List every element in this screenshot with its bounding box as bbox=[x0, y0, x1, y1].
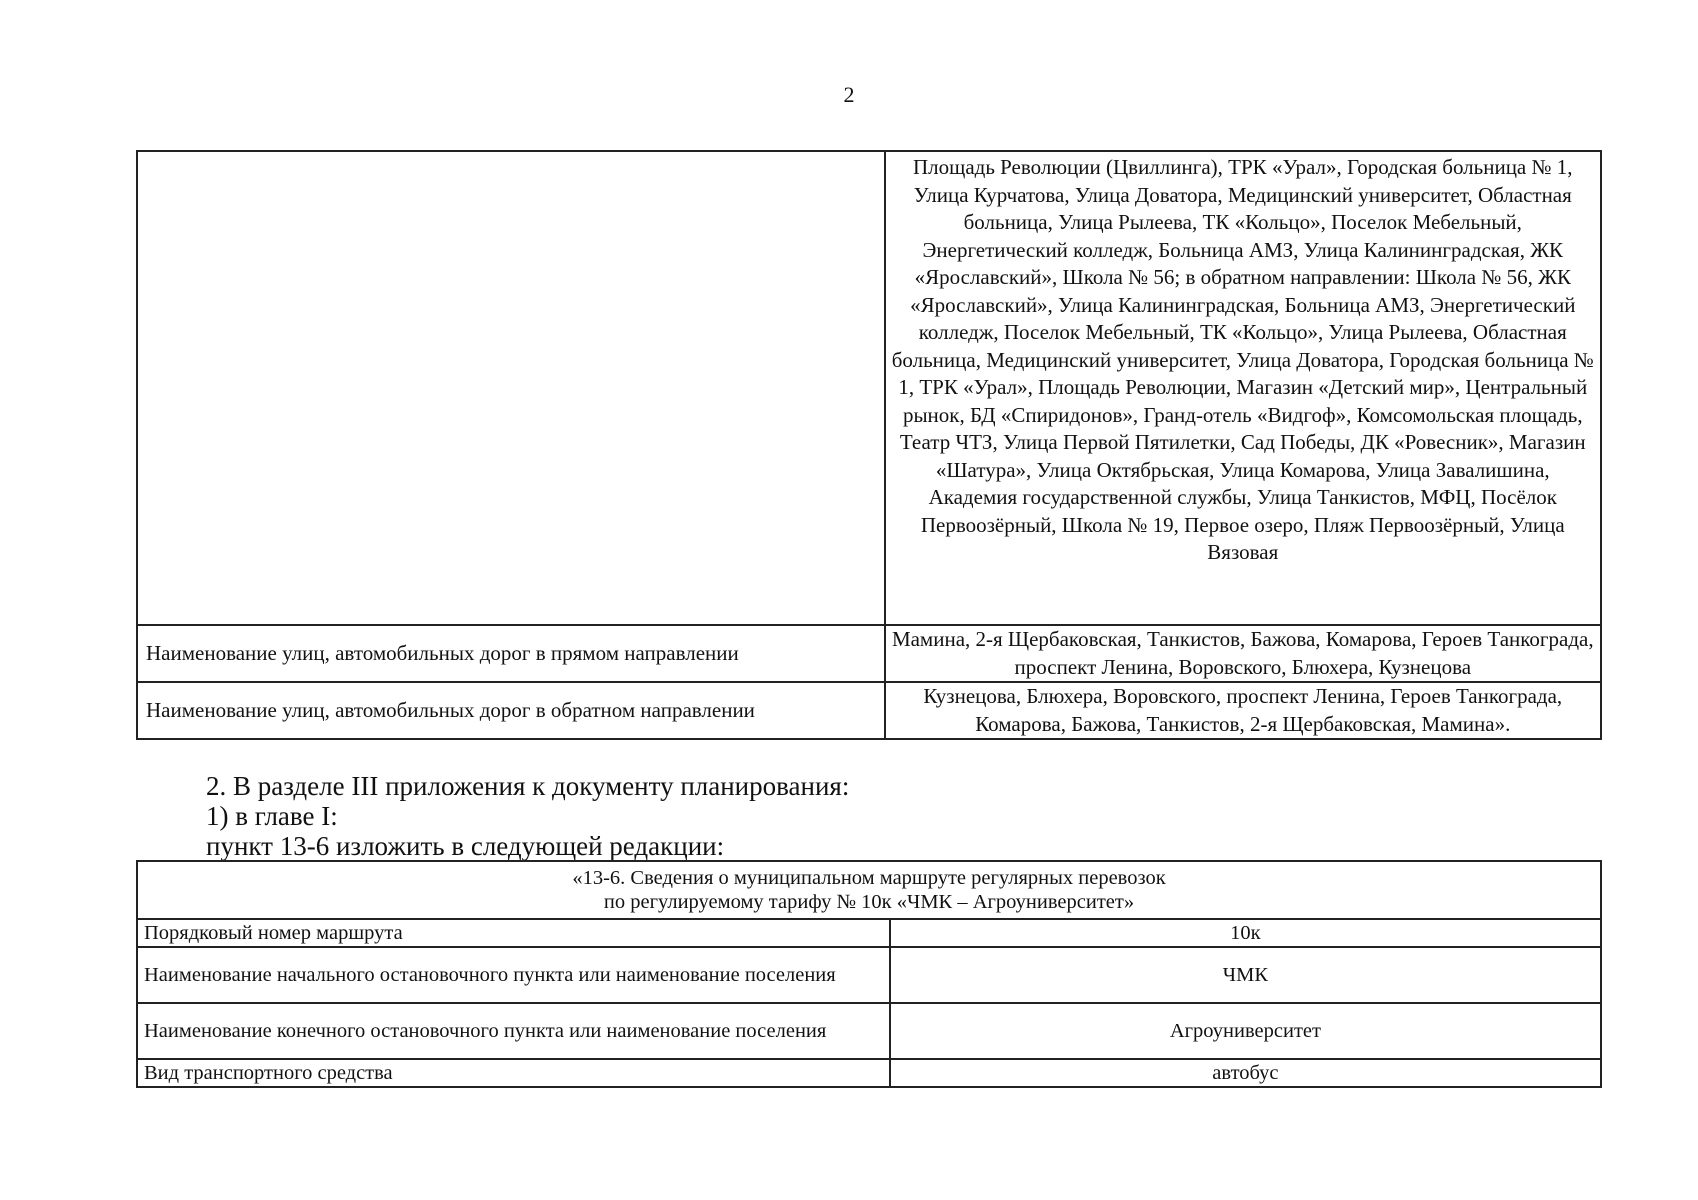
stops-list-cell: Площадь Революции (Цвиллинга), ТРК «Урал», Городская больница № 1, Улица Курчатова, Улица Доватора, Медицинский университет, Областная больница, Улица Рылеева, ТК «Кольцо», Поселок Мебельный, Энергетический колледж, Больница АМЗ, Улица Калининградская, ЖК «Ярославский», Школа № 56; в обратном направлении: Школа № 56, ЖК «Ярославский», Улица Калининградская, Больница АМЗ, Энергетический колледж, Поселок Мебельный, ТК «Кольцо», Улица Рылеева, Областная больница, Медицинский университет, Улица Доватора, Городская больница № 1, ТРК «Урал», Площадь Революции, Магазин «Детский мир», Центральный рынок, БД «Спиридонов», Гранд-отель «Видгоф», Комсомольская площадь, Театр ЧТЗ, Улица Первой Пятилетки, Сад Победы, ДК «Ровесник», Магазин «Шатура», Улица Октябрьская, Улица Комарова, Улица Завалишина, Академия государственной службы, Улица Танкистов, МФЦ, Посёлок Первоозёрный, Школа № 19, Первое озеро, Пляж Первоозёрный, Улица Вязовая bbox=[885, 151, 1601, 625]
route-number-value: 10к bbox=[890, 919, 1601, 947]
table-row bbox=[137, 625, 1601, 682]
route-number-label: Порядковый номер маршрута bbox=[137, 919, 890, 947]
table-row bbox=[137, 682, 1601, 739]
route-info-table bbox=[136, 860, 1602, 1088]
end-stop-label: Наименование конечного остановочного пункта или наименование поселения bbox=[137, 1003, 890, 1059]
caption-line-2: по регулируемому тарифу № 10к «ЧМК – Агроуниверситет» bbox=[603, 891, 1135, 913]
empty-label-cell bbox=[137, 151, 885, 625]
end-stop-value: Агроуниверситет bbox=[890, 1003, 1601, 1059]
reverse-streets-label: Наименование улиц, автомобильных дорог в обратном направлении bbox=[137, 682, 885, 739]
table-row bbox=[137, 919, 1601, 947]
paragraph-chapter-ref: 1) в главе I: bbox=[206, 801, 338, 831]
paragraph-instruction: пункт 13-6 изложить в следующей редакции: bbox=[206, 831, 725, 861]
forward-streets-label: Наименование улиц, автомобильных дорог в прямом направлении bbox=[137, 625, 885, 682]
page-number: 2 bbox=[843, 82, 855, 107]
table-caption-row bbox=[137, 861, 1601, 919]
caption-line-1: «13-6. Сведения о муниципальном маршруте регулярных перевозок bbox=[572, 867, 1166, 889]
table-row bbox=[137, 1003, 1601, 1059]
vehicle-type-value: автобус bbox=[890, 1059, 1601, 1087]
table-row bbox=[137, 947, 1601, 1003]
table-caption bbox=[137, 861, 1601, 919]
reverse-streets-value: Кузнецова, Блюхера, Воровского, проспект Ленина, Героев Танкограда, Комарова, Бажова, Танкистов, 2-я Щербаковская, Мамина». bbox=[885, 682, 1601, 739]
start-stop-value: ЧМК bbox=[890, 947, 1601, 1003]
forward-streets-value: Мамина, 2-я Щербаковская, Танкистов, Бажова, Комарова, Героев Танкограда, проспект Ленина, Воровского, Блюхера, Кузнецова bbox=[885, 625, 1601, 682]
table-row bbox=[137, 1059, 1601, 1087]
paragraph-section-ref: 2. В разделе III приложения к документу планирования: bbox=[206, 771, 850, 801]
table-row bbox=[137, 151, 1601, 625]
route-stops-table bbox=[136, 150, 1602, 740]
start-stop-label: Наименование начального остановочного пункта или наименование поселения bbox=[137, 947, 890, 1003]
vehicle-type-label: Вид транспортного средства bbox=[137, 1059, 890, 1087]
